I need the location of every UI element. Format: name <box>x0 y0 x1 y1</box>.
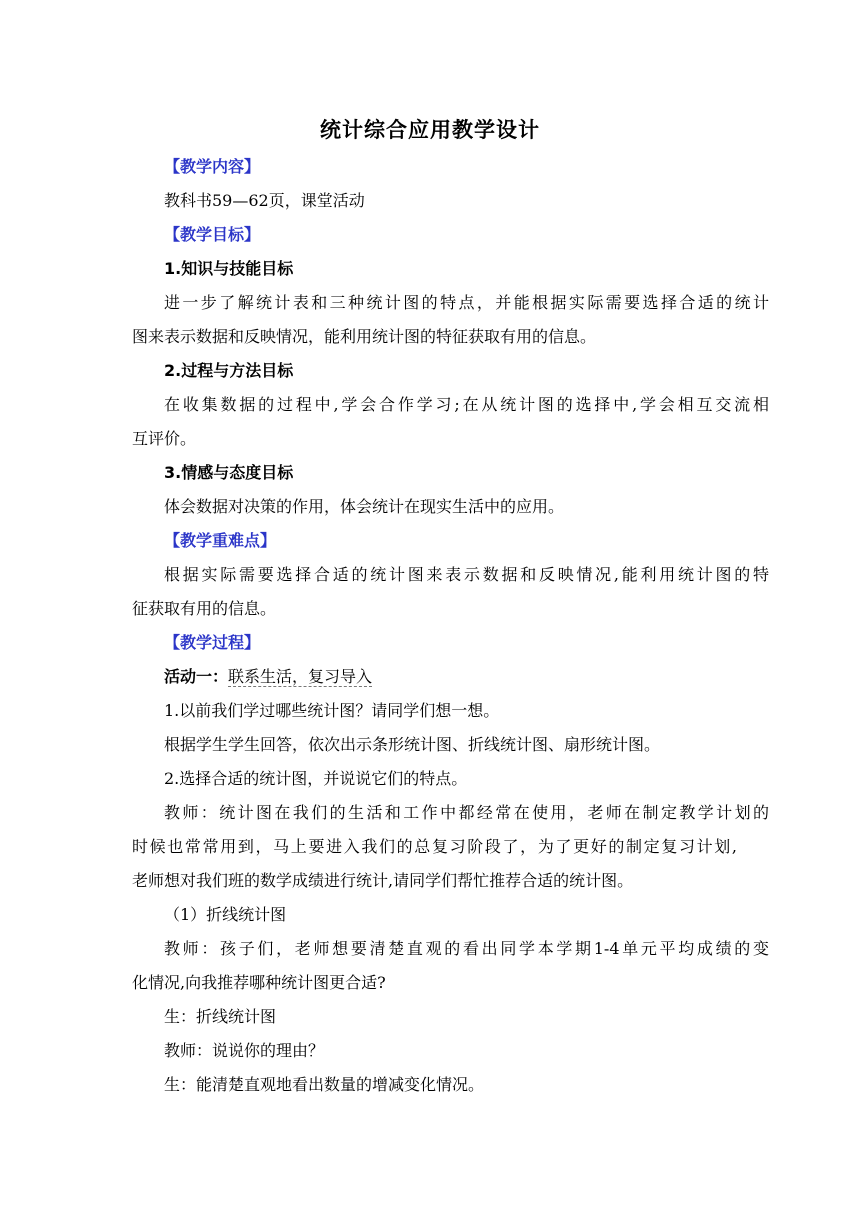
activity1-label: 活动一： <box>164 667 229 686</box>
teacher1-line1: 教师：统计图在我们的生活和工作中都经常在使用，老师在制定教学计划的 <box>164 803 769 822</box>
key-line2: 征获取有用的信息。 <box>132 599 277 618</box>
teacher1-line2: 时候也常常用到，马上要进入我们的总复习阶段了，为了更好的制定复习计划, <box>132 837 737 856</box>
subheading-line-chart: （1）折线统计图 <box>164 905 287 924</box>
document-title: 统计综合应用教学设计 <box>320 118 540 142</box>
content-text: 教科书59—62页，课堂活动 <box>164 191 365 210</box>
goal1-line1: 进一步了解统计表和三种统计图的特点，并能根据实际需要选择合适的统计 <box>164 293 769 312</box>
heading-teaching-content: 【教学内容】 <box>164 157 261 176</box>
teacher2-line2: 化情况,向我推荐哪种统计图更合适? <box>132 973 386 992</box>
paragraph-q2: 2.选择合适的统计图，并说说它们的特点。 <box>164 769 468 788</box>
activity1-title: 联系生活，复习导入 <box>228 667 373 686</box>
student2: 生：能清楚直观地看出数量的增减变化情况。 <box>164 1075 485 1094</box>
goal2-line2: 互评价。 <box>132 429 197 448</box>
goal3-title: 3.情感与态度目标 <box>164 463 294 482</box>
goal3-line1: 体会数据对决策的作用，体会统计在现实生活中的应用。 <box>164 497 565 516</box>
teacher3: 教师：说说你的理由？ <box>164 1041 325 1060</box>
paragraph-q1: 1.以前我们学过哪些统计图？请同学们想一想。 <box>164 701 500 720</box>
teacher2-line1: 教师：孩子们，老师想要清楚直观的看出同学本学期1-4单元平均成绩的变 <box>164 939 769 958</box>
goal1-title: 1.知识与技能目标 <box>164 259 294 278</box>
goal2-line1: 在收集数据的过程中,学会合作学习;在从统计图的选择中,学会相互交流相 <box>164 395 769 414</box>
heading-key-points: 【教学重难点】 <box>164 531 277 550</box>
key-line1: 根据实际需要选择合适的统计图来表示数据和反映情况,能利用统计图的特 <box>164 565 769 584</box>
student1: 生：折线统计图 <box>164 1007 277 1026</box>
paragraph-answer: 根据学生学生回答，依次出示条形统计图、折线统计图、扇形统计图。 <box>164 735 661 754</box>
heading-teaching-goals: 【教学目标】 <box>164 225 261 244</box>
heading-teaching-process: 【教学过程】 <box>164 633 261 652</box>
teacher1-line3: 老师想对我们班的数学成绩进行统计,请同学们帮忙推荐合适的统计图。 <box>132 871 634 890</box>
goal1-line2: 图来表示数据和反映情况，能利用统计图的特征获取有用的信息。 <box>132 327 597 346</box>
goal2-title: 2.过程与方法目标 <box>164 361 294 380</box>
activity1-line <box>132 667 769 687</box>
